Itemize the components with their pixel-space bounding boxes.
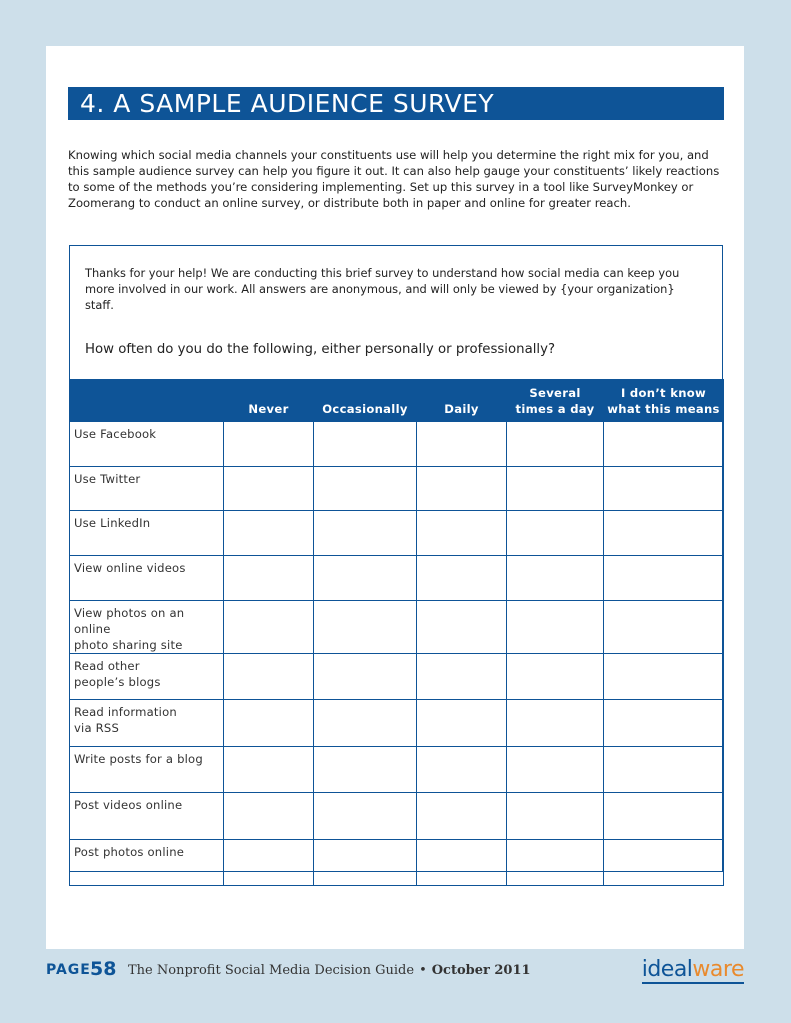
answer-cell[interactable] [417,700,507,747]
answer-cell[interactable] [507,654,604,700]
survey-row [70,422,724,467]
answer-cell[interactable] [417,422,507,467]
column-header-dont-know: I don’t know what this means [604,379,724,422]
answer-cell[interactable] [507,840,604,886]
survey-row-label: Use LinkedIn [70,511,224,556]
intro-paragraph: Knowing which social media channels your constituents use will help you determine the right mix for you, and this sample audience survey can help you figure it out. It can also help gauge your constituents’ likely reactions to some of the methods you’re considering implementing. Set up this survey in a tool like SurveyMonkey or Zoomerang to conduct an online survey, or distribute both in paper and online for greater reach. [68,148,720,210]
answer-cell[interactable] [507,747,604,793]
answer-cell[interactable] [507,700,604,747]
bullet-separator: • [419,963,427,978]
answer-cell[interactable] [314,840,417,886]
answer-cell[interactable] [224,700,314,747]
answer-cell[interactable] [507,422,604,467]
page-footer [46,958,744,988]
survey-row-label: Read information via RSS [70,700,224,747]
answer-cell[interactable] [314,422,417,467]
answer-cell[interactable] [604,793,724,840]
survey-row [70,601,724,654]
answer-cell[interactable] [507,467,604,511]
survey-row-label: Post videos online [70,793,224,840]
answer-cell[interactable] [224,793,314,840]
answer-cell[interactable] [224,422,314,467]
page-label: PAGE [46,962,91,978]
survey-header-row [70,379,724,422]
guide-title-text: The Nonprofit Social Media Decision Guide [128,963,415,978]
survey-row-label: Post photos online [70,840,224,886]
answer-cell[interactable] [224,601,314,654]
answer-cell[interactable] [224,654,314,700]
answer-cell[interactable] [604,747,724,793]
header-blank [70,379,224,422]
guide-date: October 2011 [431,963,531,978]
section-title: 4. A SAMPLE AUDIENCE SURVEY [80,89,495,118]
answer-cell[interactable] [417,747,507,793]
answer-cell[interactable] [314,467,417,511]
answer-cell[interactable] [314,747,417,793]
answer-cell[interactable] [314,654,417,700]
answer-cell[interactable] [604,467,724,511]
answer-cell[interactable] [604,840,724,886]
answer-cell[interactable] [314,556,417,601]
answer-cell[interactable] [507,556,604,601]
answer-cell[interactable] [604,700,724,747]
page [46,46,744,949]
answer-cell[interactable] [417,467,507,511]
answer-cell[interactable] [314,601,417,654]
column-header-never: Never [224,379,314,422]
column-header-several-times: Several times a day [507,379,604,422]
survey-row [70,700,724,747]
answer-cell[interactable] [604,601,724,654]
answer-cell[interactable] [507,793,604,840]
answer-cell[interactable] [604,422,724,467]
answer-cell[interactable] [417,601,507,654]
survey-row-label: View online videos [70,556,224,601]
page-number: 58 [90,958,117,980]
answer-cell[interactable] [314,793,417,840]
answer-cell[interactable] [604,556,724,601]
answer-cell[interactable] [604,654,724,700]
answer-cell[interactable] [507,601,604,654]
survey-row-label: View photos on an online photo sharing site [70,601,224,654]
answer-cell[interactable] [417,511,507,556]
answer-cell[interactable] [604,511,724,556]
guide-title [128,963,531,978]
answer-cell[interactable] [224,556,314,601]
answer-cell[interactable] [224,747,314,793]
survey-row [70,556,724,601]
survey-question: How often do you do the following, either personally or professionally? [85,342,556,357]
idealware-logo: idealware [641,957,744,982]
survey-row [70,467,724,511]
survey-row-label: Use Twitter [70,467,224,511]
survey-row-label: Use Facebook [70,422,224,467]
survey-row [70,511,724,556]
survey-thanks-text: Thanks for your help! We are conducting this brief survey to understand how social media can keep you more involved in our work. All answers are anonymous, and will only be viewed by {your organization} staff. [85,266,680,312]
survey-row [70,747,724,793]
survey-row [70,840,724,886]
answer-cell[interactable] [507,511,604,556]
answer-cell[interactable] [314,511,417,556]
answer-cell[interactable] [417,556,507,601]
answer-cell[interactable] [314,700,417,747]
answer-cell[interactable] [417,840,507,886]
answer-cell[interactable] [224,467,314,511]
answer-cell[interactable] [417,654,507,700]
answer-cell[interactable] [417,793,507,840]
survey-box [69,245,723,872]
column-header-occasionally: Occasionally [314,379,417,422]
column-header-daily: Daily [417,379,507,422]
survey-row-label: Read other people’s blogs [70,654,224,700]
answer-cell[interactable] [224,511,314,556]
survey-row [70,654,724,700]
section-title-bar [68,87,724,120]
answer-cell[interactable] [224,840,314,886]
survey-grid [69,379,724,886]
survey-row-label: Write posts for a blog [70,747,224,793]
survey-row [70,793,724,840]
